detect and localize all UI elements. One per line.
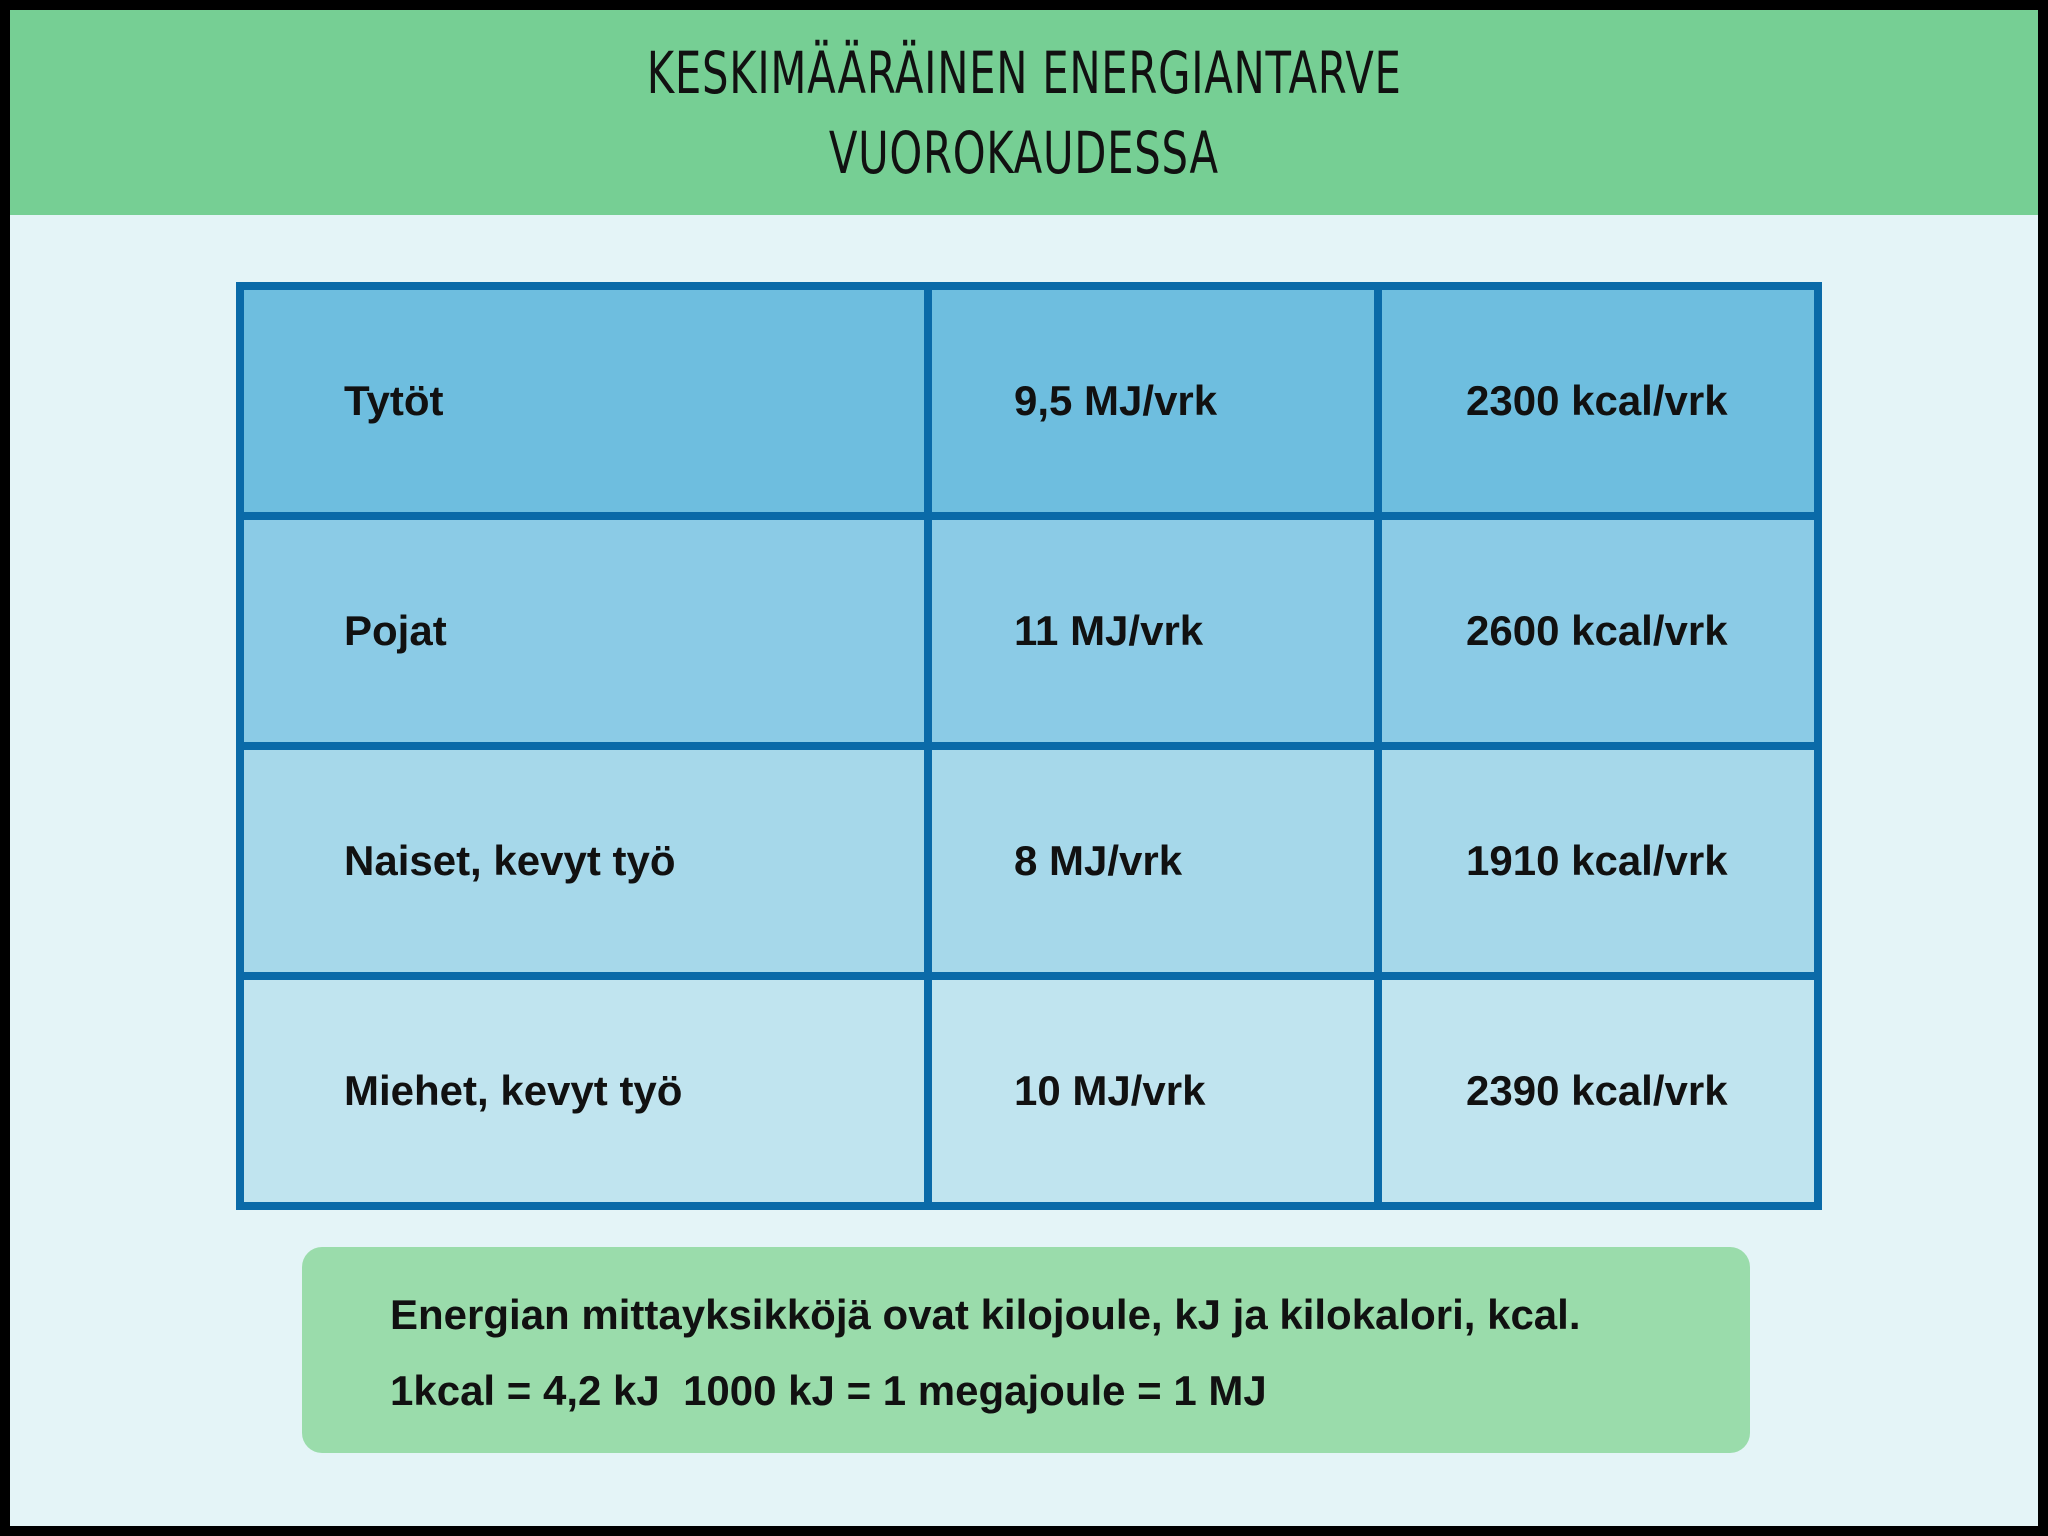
table-cell-kcal: 2300 kcal/vrk xyxy=(1382,290,1814,512)
table-cell-group: Miehet, kevyt työ xyxy=(244,980,924,1202)
energy-requirement-table xyxy=(236,282,1822,1210)
units-note-line-2: 1kcal = 4,2 kJ 1000 kJ = 1 megajoule = 1 MJ xyxy=(390,1367,1267,1414)
page-title-line-1: KESKIMÄÄRÄINEN ENERGIANTARVE xyxy=(646,38,1402,107)
table-cell-group: Naiset, kevyt työ xyxy=(244,750,924,972)
page-title-line-2: VUOROKAUDESSA xyxy=(829,118,1219,187)
units-note-line-1: Energian mittayksikköjä ovat kilojoule, kJ ja kilokalori, kcal. xyxy=(390,1291,1581,1338)
title-banner xyxy=(10,10,2038,215)
table-cell-kcal: 2600 kcal/vrk xyxy=(1382,520,1814,742)
table-cell-mj: 9,5 MJ/vrk xyxy=(932,290,1374,512)
table-cell-group: Pojat xyxy=(244,520,924,742)
table-cell-kcal: 1910 kcal/vrk xyxy=(1382,750,1814,972)
table-cell-mj: 11 MJ/vrk xyxy=(932,520,1374,742)
table-cell-group: Tytöt xyxy=(244,290,924,512)
table-cell-mj: 10 MJ/vrk xyxy=(932,980,1374,1202)
table-cell-kcal: 2390 kcal/vrk xyxy=(1382,980,1814,1202)
units-note-box xyxy=(302,1247,1750,1453)
table-cell-mj: 8 MJ/vrk xyxy=(932,750,1374,972)
